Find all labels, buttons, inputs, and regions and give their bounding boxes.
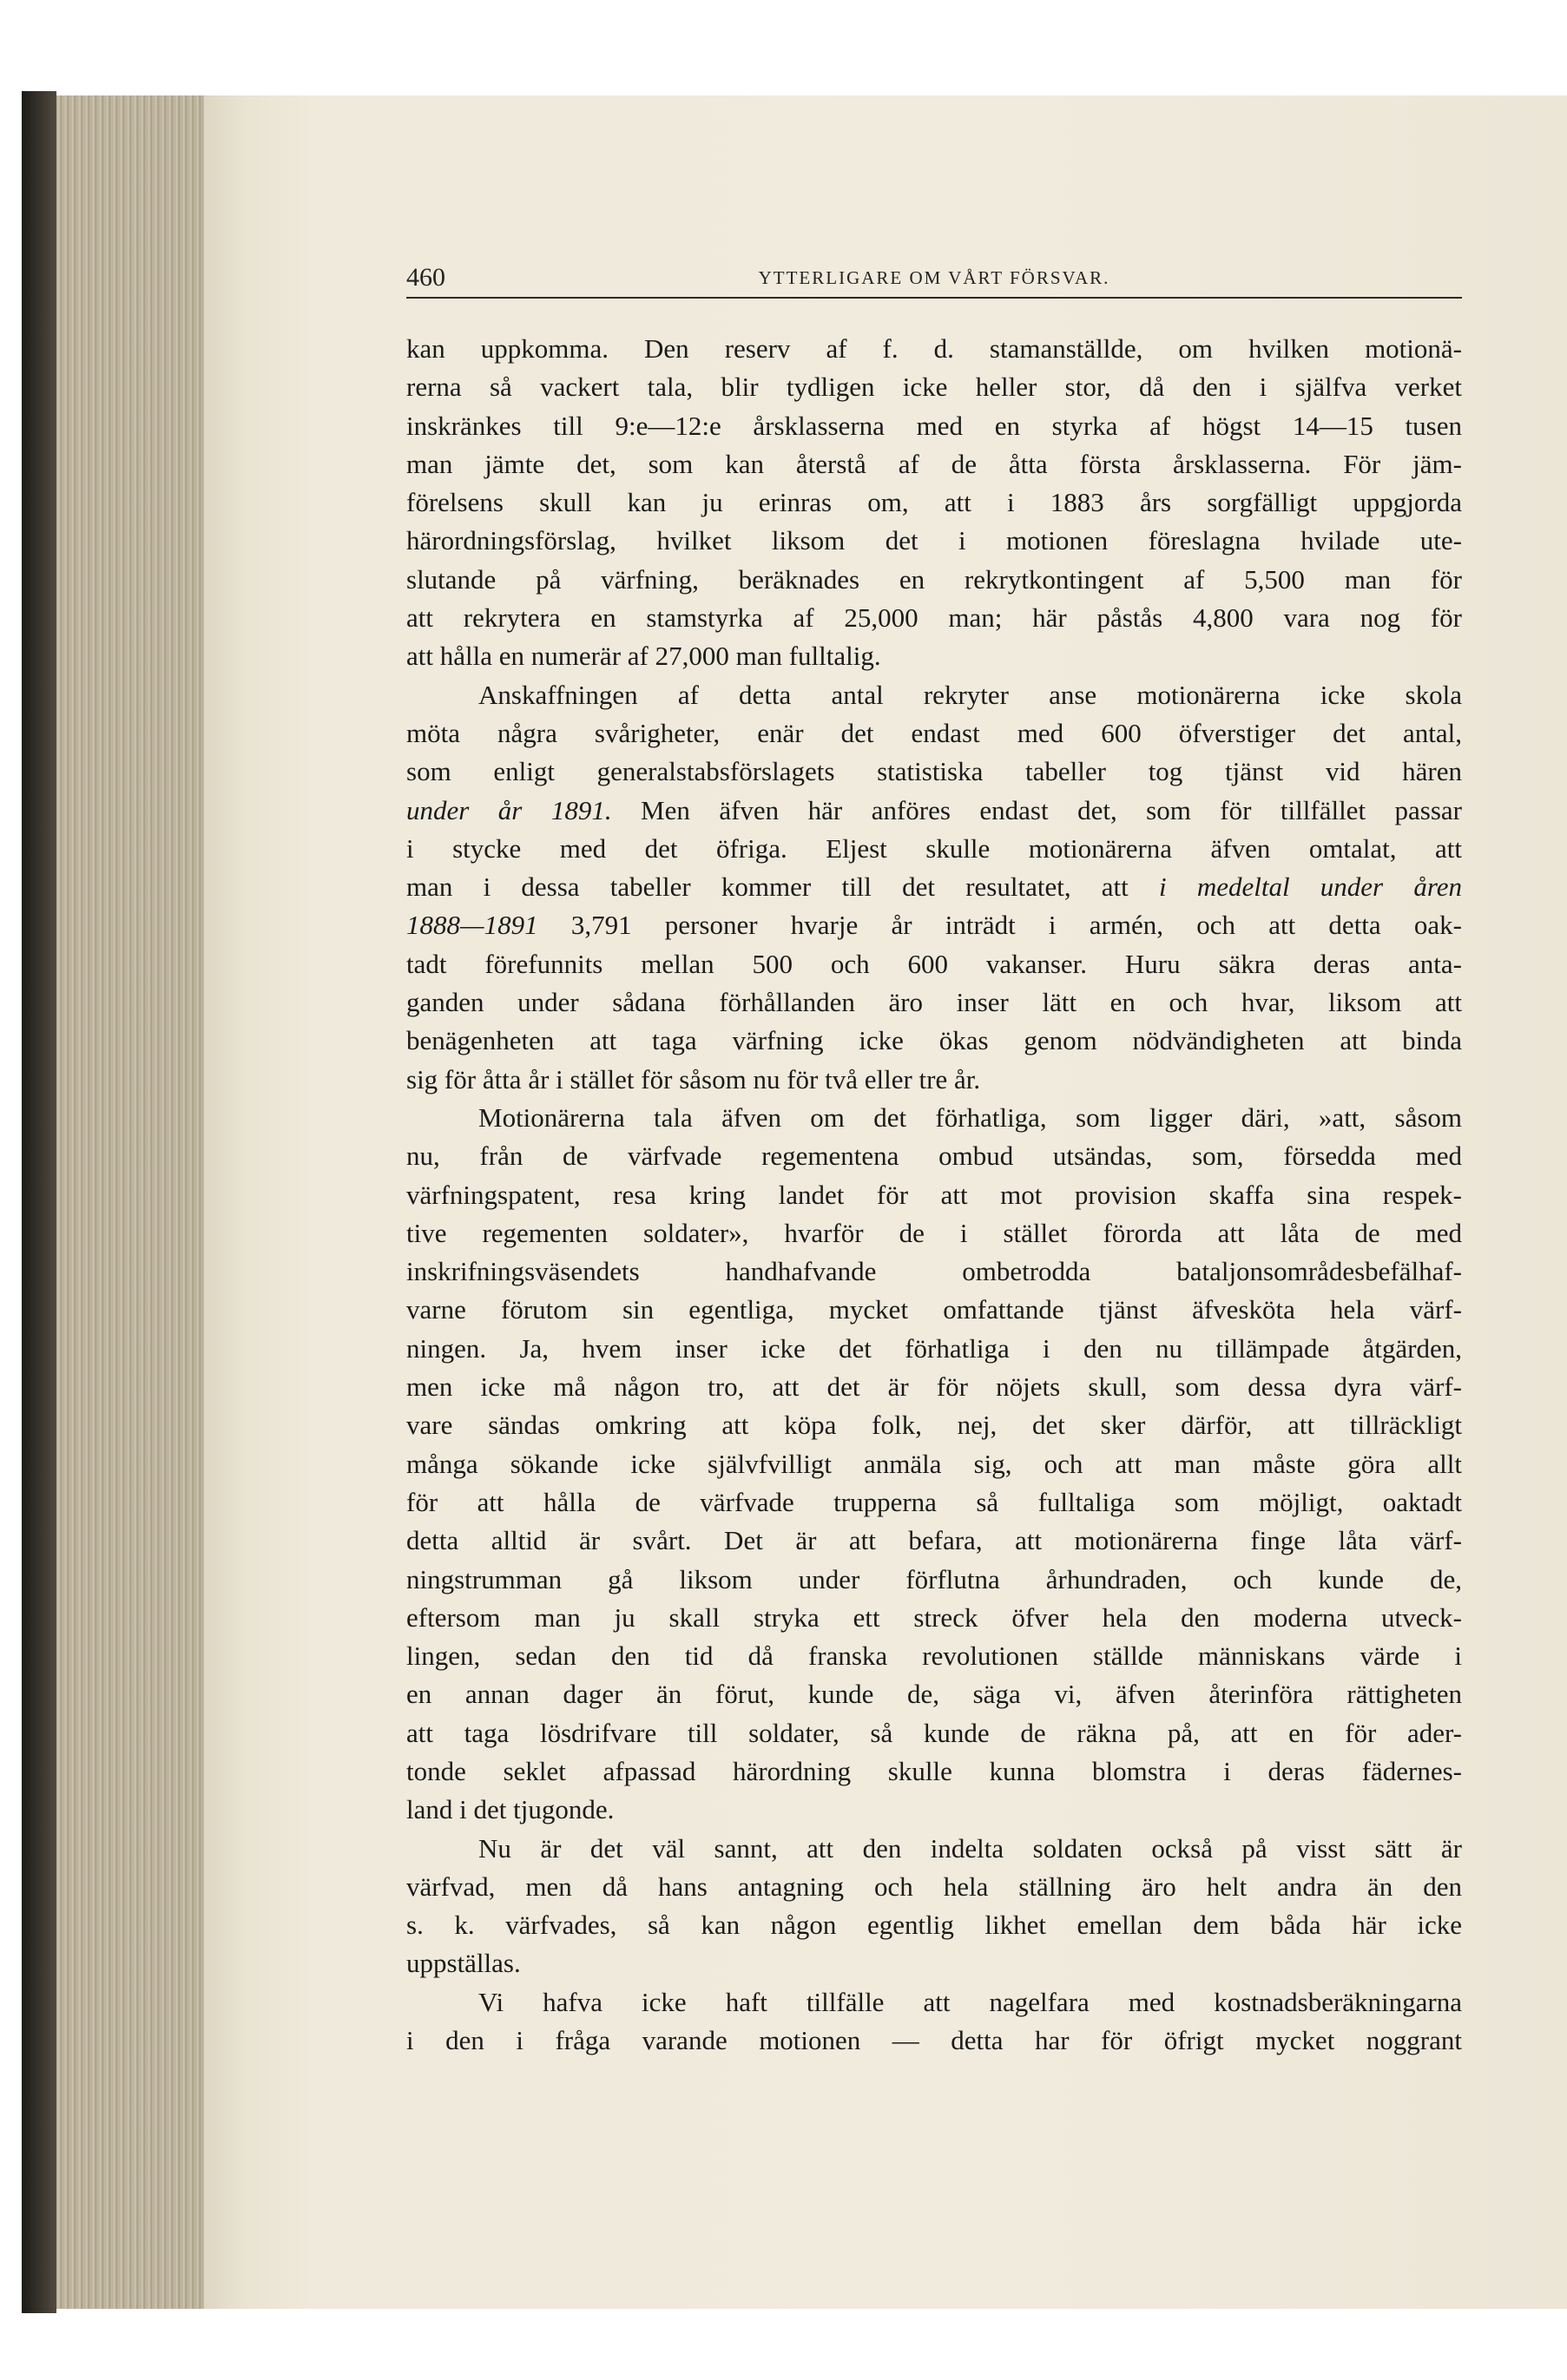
book-spine-edge xyxy=(22,91,56,2313)
text-segment: detta alltid är svårt. Det är att befara, att motionärerna finge låta värf- xyxy=(406,1525,1462,1556)
text-segment: man i dessa tabeller kommer till det resultatet, att xyxy=(406,871,1159,903)
text-segment: värfvad, men då hans antagning och hela ställning äro helt andra än den xyxy=(406,1870,1462,1902)
text-line xyxy=(406,637,1462,675)
text-segment: i stycke med det öfriga. Eljest skulle motionärerna äfven omtalat, att xyxy=(406,832,1462,864)
text-line xyxy=(406,1944,1462,1982)
text-segment: Men äfven här anföres endast det, som för tillfället passar xyxy=(611,794,1462,825)
body-text xyxy=(406,330,1462,2060)
text-segment: benägenheten att taga värfning icke ökas genom nödvändigheten att binda xyxy=(406,1025,1462,1056)
text-segment: härordningsförslag, hvilket liksom det i motionen föreslagna hvilade ute- xyxy=(406,525,1462,556)
text-segment: land i det tjugonde. xyxy=(406,1794,615,1825)
text-segment: Vi hafva icke haft tillfälle att nagelfara med kostnadsberäkningarna xyxy=(478,1986,1462,2017)
italic-text: under år 1891. xyxy=(406,794,612,825)
text-line xyxy=(406,1561,1462,1599)
text-line xyxy=(406,1445,1462,1483)
text-segment: förelsens skull kan ju erinras om, att i 1883 års sorgfälligt uppgjorda xyxy=(406,487,1462,518)
text-line xyxy=(406,1099,1462,1137)
text-segment: Motionärerna tala äfven om det förhatliga, som ligger däri, »att, såsom xyxy=(478,1101,1462,1133)
text-line xyxy=(406,522,1462,560)
text-line xyxy=(406,1830,1462,1868)
text-line xyxy=(406,676,1462,714)
text-segment: kan uppkomma. Den reserv af f. d. stamanställde, om hvilken motionä- xyxy=(406,333,1462,364)
text-line xyxy=(406,1252,1462,1291)
text-segment: tonde seklet afpassad härordning skulle kunna blomstra i deras fädernes- xyxy=(406,1755,1462,1786)
text-segment: Anskaffningen af detta antal rekryter anse motionärerna icke skola xyxy=(478,679,1462,710)
text-line xyxy=(406,1291,1462,1329)
text-segment: i den i fråga varande motionen — detta har för öfrigt mycket noggrant xyxy=(406,2025,1462,2056)
text-line xyxy=(406,368,1462,406)
text-segment: vare sändas omkring att köpa folk, nej, det sker därför, att tillräckligt xyxy=(406,1410,1462,1441)
text-line xyxy=(406,1637,1462,1675)
text-segment: varne förutom sin egentliga, mycket omfattande tjänst äfvesköta hela värf- xyxy=(406,1294,1462,1325)
text-segment: sig för åtta år i stället för såsom nu för två eller tre år. xyxy=(406,1063,981,1095)
page-header xyxy=(406,262,1462,299)
text-segment: ningstrumman gå liksom under förflutna århundraden, och kunde de, xyxy=(406,1563,1462,1594)
text-segment: som enligt generalstabsförslagets statistiska tabeller tog tjänst vid hären xyxy=(406,756,1462,787)
page-number: 460 xyxy=(406,263,445,292)
text-segment: slutande på värfning, beräknades en rekrytkontingent af 5,500 man för xyxy=(406,563,1462,595)
text-line xyxy=(406,983,1462,1022)
text-line xyxy=(406,868,1462,906)
text-line xyxy=(406,1868,1462,1906)
text-line xyxy=(406,1176,1462,1214)
text-segment: möta några svårigheter, enär det endast med 600 öfverstiger det antal, xyxy=(406,717,1462,748)
text-line xyxy=(406,561,1462,599)
text-segment: ningen. Ja, hvem inser icke det förhatliga i den nu tillämpade åtgärden, xyxy=(406,1332,1462,1364)
text-line xyxy=(406,1061,1462,1099)
text-line xyxy=(406,830,1462,868)
text-line xyxy=(406,1791,1462,1829)
text-line xyxy=(406,792,1462,830)
text-segment: inskränkes till 9:e—12:e årsklasserna med en styrka af högst 14—15 tusen xyxy=(406,410,1462,441)
text-line xyxy=(406,2022,1462,2060)
text-line xyxy=(406,1137,1462,1175)
text-line xyxy=(406,1214,1462,1252)
text-line xyxy=(406,1368,1462,1406)
text-segment: 3,791 personer hvarje år inträdt i armén, och att detta oak- xyxy=(537,910,1462,941)
text-segment: att rekrytera en stamstyrka af 25,000 man; här påstås 4,800 vara nog för xyxy=(406,602,1462,634)
running-head: YTTERLIGARE OM VÅRT FÖRSVAR. xyxy=(758,267,1110,288)
text-segment: Nu är det väl sannt, att den indelta soldaten också på visst sätt är xyxy=(478,1832,1462,1864)
text-segment: men icke må någon tro, att det är för nöjets skull, som dessa dyra värf- xyxy=(406,1371,1462,1403)
text-line xyxy=(406,1599,1462,1637)
text-segment: en annan dager än förut, kunde de, säga vi, äfven återinföra rättigheten xyxy=(406,1679,1462,1710)
text-segment: att hålla en numerär af 27,000 man fulltalig. xyxy=(406,641,881,672)
text-segment: lingen, sedan den tid då franska revolutionen ställde människans värde i xyxy=(406,1640,1462,1672)
text-segment: många sökande icke självfvilligt anmäla sig, och att man måste göra allt xyxy=(406,1448,1462,1479)
text-segment: s. k. värfvades, så kan någon egentlig likhet emellan dem båda här icke xyxy=(406,1910,1462,1941)
text-segment: ganden under sådana förhållanden äro inser lätt en och hvar, liksom att xyxy=(406,987,1462,1018)
text-line xyxy=(406,1483,1462,1522)
text-segment: man jämte det, som kan återstå af de åtta första årsklasserna. För jäm- xyxy=(406,448,1462,479)
text-segment: eftersom man ju skall stryka ett streck öfver hela den moderna utveck- xyxy=(406,1601,1462,1633)
text-line xyxy=(406,1906,1462,1944)
text-segment: nu, från de värfvade regementena ombud utsändas, som, försedda med xyxy=(406,1141,1462,1172)
text-line xyxy=(406,753,1462,791)
text-segment: tadt förefunnits mellan 500 och 600 vakanser. Huru säkra deras anta- xyxy=(406,948,1462,979)
italic-text: i medeltal under åren xyxy=(1159,871,1462,903)
text-line xyxy=(406,330,1462,368)
text-line xyxy=(406,1406,1462,1444)
text-line xyxy=(406,1752,1462,1791)
text-segment: uppställas. xyxy=(406,1948,521,1979)
text-line xyxy=(406,1983,1462,2022)
italic-text: 1888—1891 xyxy=(406,910,538,941)
text-line xyxy=(406,1330,1462,1368)
text-line xyxy=(406,1714,1462,1752)
text-line xyxy=(406,483,1462,522)
text-segment: att taga lösdrifvare till soldater, så kunde de räkna på, att en för ader- xyxy=(406,1717,1462,1748)
text-line xyxy=(406,445,1462,483)
text-segment: inskrifningsväsendets handhafvande ombetrodda bataljonsområdesbefälhaf- xyxy=(406,1256,1462,1287)
text-line xyxy=(406,1675,1462,1713)
text-segment: tive regementen soldater», hvarför de i stället förorda att låta de med xyxy=(406,1217,1462,1248)
text-line xyxy=(406,1022,1462,1060)
text-segment: värfningspatent, resa kring landet för att mot provision skaffa sina respek- xyxy=(406,1179,1462,1210)
text-line xyxy=(406,599,1462,637)
text-line xyxy=(406,714,1462,753)
text-line xyxy=(406,407,1462,445)
text-line xyxy=(406,945,1462,983)
text-line xyxy=(406,906,1462,944)
page-edges xyxy=(56,95,206,2309)
text-segment: rerna så vackert tala, blir tydligen icke heller stor, då den i själfva verket xyxy=(406,371,1462,403)
text-line xyxy=(406,1522,1462,1560)
text-segment: för att hålla de värfvade trupperna så fulltaliga som möjligt, oaktadt xyxy=(406,1486,1462,1517)
